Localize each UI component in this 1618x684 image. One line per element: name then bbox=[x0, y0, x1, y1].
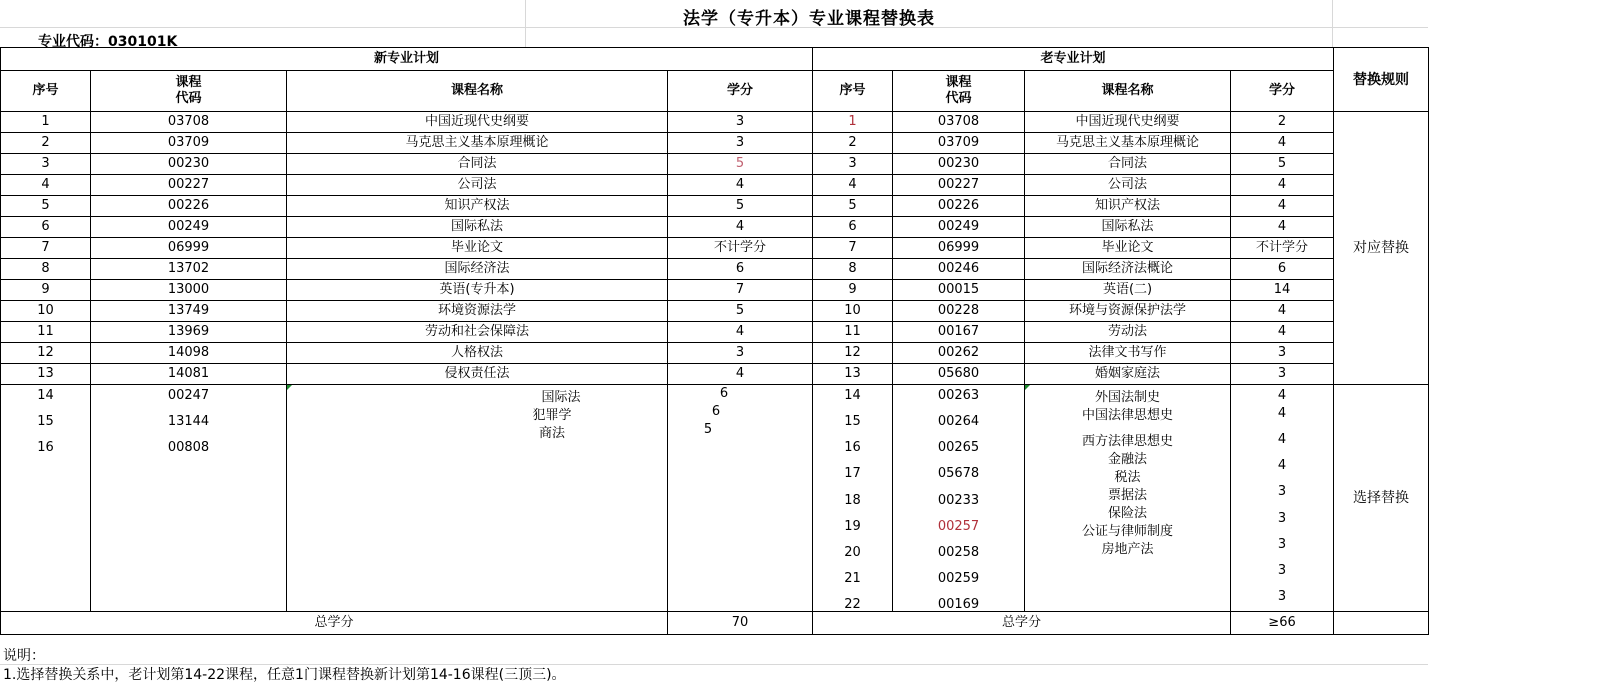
table-row bbox=[1, 364, 1429, 385]
old-seq: 8 bbox=[813, 259, 893, 280]
new-course-name: 劳动和社会保障法 bbox=[287, 322, 668, 343]
elective-old-credit: 3 bbox=[1277, 511, 1287, 526]
new-seq: 10 bbox=[1, 301, 91, 322]
new-code: 03709 bbox=[91, 133, 287, 154]
old-course-name: 中国近现代史纲要 bbox=[1025, 112, 1231, 133]
new-code: 14098 bbox=[91, 343, 287, 364]
old-seq: 4 bbox=[813, 175, 893, 196]
new-credit: 5 bbox=[668, 196, 813, 217]
rule-elective: 选择替换 bbox=[1334, 385, 1429, 612]
old-total-value: ≥66 bbox=[1231, 612, 1334, 635]
table-row bbox=[1, 343, 1429, 364]
elective-old-code: 00264 bbox=[937, 414, 980, 429]
new-credit: 3 bbox=[668, 343, 813, 364]
old-course-name: 毕业论文 bbox=[1025, 238, 1231, 259]
old-code: 00262 bbox=[893, 343, 1025, 364]
elective-new-credit-cell bbox=[668, 385, 813, 612]
old-credit: 14 bbox=[1231, 280, 1334, 301]
elective-old-name: 西方法律思想史 bbox=[1082, 434, 1174, 449]
new-code: 00230 bbox=[91, 154, 287, 175]
new-credit: 不计学分 bbox=[668, 238, 813, 259]
old-credit: 6 bbox=[1231, 259, 1334, 280]
new-course-name: 环境资源法学 bbox=[287, 301, 668, 322]
elective-new-code: 00808 bbox=[167, 440, 210, 455]
new-course-name: 侵权责任法 bbox=[287, 364, 668, 385]
elective-old-credit: 4 bbox=[1277, 388, 1287, 403]
elective-new-seq: 15 bbox=[37, 414, 54, 429]
old-col-seq: 序号 bbox=[813, 71, 893, 112]
old-credit: 4 bbox=[1231, 217, 1334, 238]
old-seq: 12 bbox=[813, 343, 893, 364]
old-code: 00226 bbox=[893, 196, 1025, 217]
old-seq: 11 bbox=[813, 322, 893, 343]
old-course-name: 法律文书写作 bbox=[1025, 343, 1231, 364]
elective-old-code: 00233 bbox=[937, 493, 980, 508]
code-line1: 课程 bbox=[175, 75, 202, 90]
old-col-credit: 学分 bbox=[1231, 71, 1334, 112]
new-course-name: 中国近现代史纲要 bbox=[287, 112, 668, 133]
elective-old-name: 保险法 bbox=[1108, 506, 1148, 521]
old-seq: 1 bbox=[813, 112, 893, 133]
new-course-name: 英语(专升本) bbox=[287, 280, 668, 301]
elective-old-seq: 19 bbox=[844, 519, 861, 534]
new-credit: 6 bbox=[668, 259, 813, 280]
page-title: 法学（专升本）专业课程替换表 bbox=[683, 9, 935, 29]
old-seq: 7 bbox=[813, 238, 893, 259]
old-code: 00015 bbox=[893, 280, 1025, 301]
course-replacement-table bbox=[0, 47, 1429, 635]
new-code: 06999 bbox=[91, 238, 287, 259]
elective-old-code: 00169 bbox=[937, 597, 980, 612]
old-seq: 5 bbox=[813, 196, 893, 217]
new-seq: 4 bbox=[1, 175, 91, 196]
old-plan-header: 老专业计划 bbox=[813, 48, 1334, 71]
new-credit: 7 bbox=[668, 280, 813, 301]
new-seq: 6 bbox=[1, 217, 91, 238]
old-col-code bbox=[893, 71, 1025, 112]
new-course-name: 知识产权法 bbox=[287, 196, 668, 217]
old-course-name: 环境与资源保护法学 bbox=[1025, 301, 1231, 322]
new-code: 13702 bbox=[91, 259, 287, 280]
old-total-label: 总学分 bbox=[813, 612, 1231, 635]
elective-old-seq: 16 bbox=[844, 440, 861, 455]
elective-old-credit: 4 bbox=[1277, 458, 1287, 473]
elective-old-credit: 4 bbox=[1277, 406, 1287, 421]
elective-new-course-credit: 6 bbox=[711, 404, 721, 419]
table-row bbox=[1, 175, 1429, 196]
elective-old-name: 中国法律思想史 bbox=[1082, 408, 1174, 423]
new-total-label: 总学分 bbox=[1, 612, 668, 635]
elective-new-course-name: 国际法 bbox=[541, 390, 581, 405]
elective-old-credits bbox=[1231, 385, 1334, 612]
old-seq: 6 bbox=[813, 217, 893, 238]
new-code: 03708 bbox=[91, 112, 287, 133]
elective-old-credit: 3 bbox=[1277, 537, 1287, 552]
elective-old-seq: 17 bbox=[844, 466, 861, 481]
old-seq: 13 bbox=[813, 364, 893, 385]
new-credit: 5 bbox=[668, 301, 813, 322]
code-line2: 代码 bbox=[175, 91, 202, 106]
new-seq: 8 bbox=[1, 259, 91, 280]
old-course-name: 国际经济法概论 bbox=[1025, 259, 1231, 280]
new-code: 00249 bbox=[91, 217, 287, 238]
elective-old-code: 00263 bbox=[937, 388, 980, 403]
table-row bbox=[1, 259, 1429, 280]
elective-old-credit: 4 bbox=[1277, 432, 1287, 447]
major-code-label: 专业代码：030101K bbox=[38, 34, 178, 50]
elective-old-seqs bbox=[813, 385, 893, 612]
old-course-name: 英语(二) bbox=[1025, 280, 1231, 301]
new-total-value: 70 bbox=[668, 612, 813, 635]
new-credit: 4 bbox=[668, 175, 813, 196]
old-code: 03709 bbox=[893, 133, 1025, 154]
elective-old-codes bbox=[893, 385, 1025, 612]
rule-corresponding: 对应替换 bbox=[1334, 112, 1429, 385]
old-code: 00246 bbox=[893, 259, 1025, 280]
elective-new-course-credit: 6 bbox=[719, 386, 729, 401]
table-row bbox=[1, 322, 1429, 343]
elective-old-seq: 18 bbox=[844, 493, 861, 508]
old-code: 06999 bbox=[893, 238, 1025, 259]
table-row bbox=[1, 217, 1429, 238]
elective-new-course-credit: 5 bbox=[703, 422, 713, 437]
elective-old-name: 房地产法 bbox=[1101, 542, 1154, 557]
old-credit: 不计学分 bbox=[1231, 238, 1334, 259]
new-plan-header: 新专业计划 bbox=[1, 48, 813, 71]
new-course-name: 马克思主义基本原理概论 bbox=[287, 133, 668, 154]
new-code: 13969 bbox=[91, 322, 287, 343]
elective-new-course-name: 商法 bbox=[538, 426, 565, 441]
old-credit: 3 bbox=[1231, 364, 1334, 385]
elective-old-name: 公证与律师制度 bbox=[1082, 524, 1174, 539]
code-line1: 课程 bbox=[945, 75, 972, 90]
elective-old-names bbox=[1025, 385, 1231, 612]
new-credit: 4 bbox=[668, 217, 813, 238]
new-credit: 3 bbox=[668, 112, 813, 133]
elective-new-seq: 14 bbox=[37, 388, 54, 403]
old-credit: 4 bbox=[1231, 301, 1334, 322]
elective-old-code: 00265 bbox=[937, 440, 980, 455]
table-row bbox=[1, 301, 1429, 322]
new-course-name: 国际经济法 bbox=[287, 259, 668, 280]
new-credit: 3 bbox=[668, 133, 813, 154]
new-col-credit: 学分 bbox=[668, 71, 813, 112]
old-seq: 2 bbox=[813, 133, 893, 154]
old-credit: 2 bbox=[1231, 112, 1334, 133]
new-course-name: 人格权法 bbox=[287, 343, 668, 364]
notes-heading: 说明： bbox=[3, 648, 45, 664]
old-course-name: 合同法 bbox=[1025, 154, 1231, 175]
old-course-name: 国际私法 bbox=[1025, 217, 1231, 238]
old-code: 00230 bbox=[893, 154, 1025, 175]
elective-old-seq: 21 bbox=[844, 571, 861, 586]
new-col-seq: 序号 bbox=[1, 71, 91, 112]
old-credit: 3 bbox=[1231, 343, 1334, 364]
elective-old-code: 00257 bbox=[937, 519, 980, 534]
old-credit: 4 bbox=[1231, 196, 1334, 217]
new-credit: 4 bbox=[668, 322, 813, 343]
elective-old-code: 00258 bbox=[937, 545, 980, 560]
old-course-name: 婚姻家庭法 bbox=[1025, 364, 1231, 385]
new-seq: 3 bbox=[1, 154, 91, 175]
old-seq: 3 bbox=[813, 154, 893, 175]
old-code: 03708 bbox=[893, 112, 1025, 133]
elective-old-name: 外国法制史 bbox=[1095, 390, 1161, 405]
new-col-name: 课程名称 bbox=[287, 71, 668, 112]
new-course-name: 国际私法 bbox=[287, 217, 668, 238]
elective-new-code: 13144 bbox=[167, 414, 210, 429]
code-line2: 代码 bbox=[945, 91, 972, 106]
new-code: 00227 bbox=[91, 175, 287, 196]
new-course-name: 毕业论文 bbox=[287, 238, 668, 259]
old-seq: 10 bbox=[813, 301, 893, 322]
rule-header: 替换规则 bbox=[1334, 48, 1429, 112]
new-seq: 1 bbox=[1, 112, 91, 133]
new-seq: 11 bbox=[1, 322, 91, 343]
elective-new-seqs bbox=[1, 385, 91, 612]
elective-old-seq: 14 bbox=[844, 388, 861, 403]
elective-old-code: 05678 bbox=[937, 466, 980, 481]
elective-old-seq: 20 bbox=[844, 545, 861, 560]
total-rule-cell bbox=[1334, 612, 1429, 635]
old-code: 00228 bbox=[893, 301, 1025, 322]
old-credit: 4 bbox=[1231, 175, 1334, 196]
new-course-name: 公司法 bbox=[287, 175, 668, 196]
elective-old-code: 00259 bbox=[937, 571, 980, 586]
old-col-name: 课程名称 bbox=[1025, 71, 1231, 112]
old-credit: 4 bbox=[1231, 133, 1334, 154]
new-seq: 2 bbox=[1, 133, 91, 154]
new-seq: 12 bbox=[1, 343, 91, 364]
elective-new-courses bbox=[287, 385, 729, 612]
elective-old-name: 票据法 bbox=[1108, 488, 1148, 503]
old-course-name: 公司法 bbox=[1025, 175, 1231, 196]
new-credit: 4 bbox=[668, 364, 813, 385]
elective-old-credit: 3 bbox=[1277, 563, 1287, 578]
old-course-name: 知识产权法 bbox=[1025, 196, 1231, 217]
elective-old-seq: 15 bbox=[844, 414, 861, 429]
elective-old-name: 税法 bbox=[1114, 470, 1141, 485]
new-code: 13000 bbox=[91, 280, 287, 301]
old-seq: 9 bbox=[813, 280, 893, 301]
elective-old-credit: 3 bbox=[1277, 484, 1287, 499]
old-code: 00227 bbox=[893, 175, 1025, 196]
new-seq: 13 bbox=[1, 364, 91, 385]
old-code: 00249 bbox=[893, 217, 1025, 238]
table-row bbox=[1, 133, 1429, 154]
new-code: 13749 bbox=[91, 301, 287, 322]
new-code: 14081 bbox=[91, 364, 287, 385]
elective-new-course-name: 犯罪学 bbox=[532, 408, 572, 423]
elective-old-seq: 22 bbox=[844, 597, 861, 612]
old-credit: 5 bbox=[1231, 154, 1334, 175]
new-code: 00226 bbox=[91, 196, 287, 217]
table-row bbox=[1, 238, 1429, 259]
new-course-name: 合同法 bbox=[287, 154, 668, 175]
elective-new-code: 00247 bbox=[167, 388, 210, 403]
table-row bbox=[1, 196, 1429, 217]
new-credit: 5 bbox=[668, 154, 813, 175]
notes-line1: 1.选择替换关系中，老计划第14-22课程，任意1门课程替换新计划第14-16课程(三顶三)。 bbox=[3, 667, 566, 683]
old-credit: 4 bbox=[1231, 322, 1334, 343]
elective-old-name: 金融法 bbox=[1108, 452, 1148, 467]
old-code: 00167 bbox=[893, 322, 1025, 343]
table-row bbox=[1, 154, 1429, 175]
table-row bbox=[1, 112, 1429, 133]
old-course-name: 劳动法 bbox=[1025, 322, 1231, 343]
elective-old-credit: 3 bbox=[1277, 589, 1287, 604]
new-col-code bbox=[91, 71, 287, 112]
new-seq: 7 bbox=[1, 238, 91, 259]
old-course-name: 马克思主义基本原理概论 bbox=[1025, 133, 1231, 154]
elective-new-codes bbox=[91, 385, 287, 612]
new-seq: 5 bbox=[1, 196, 91, 217]
old-code: 05680 bbox=[893, 364, 1025, 385]
new-seq: 9 bbox=[1, 280, 91, 301]
elective-new-seq: 16 bbox=[37, 440, 54, 455]
table-row bbox=[1, 280, 1429, 301]
